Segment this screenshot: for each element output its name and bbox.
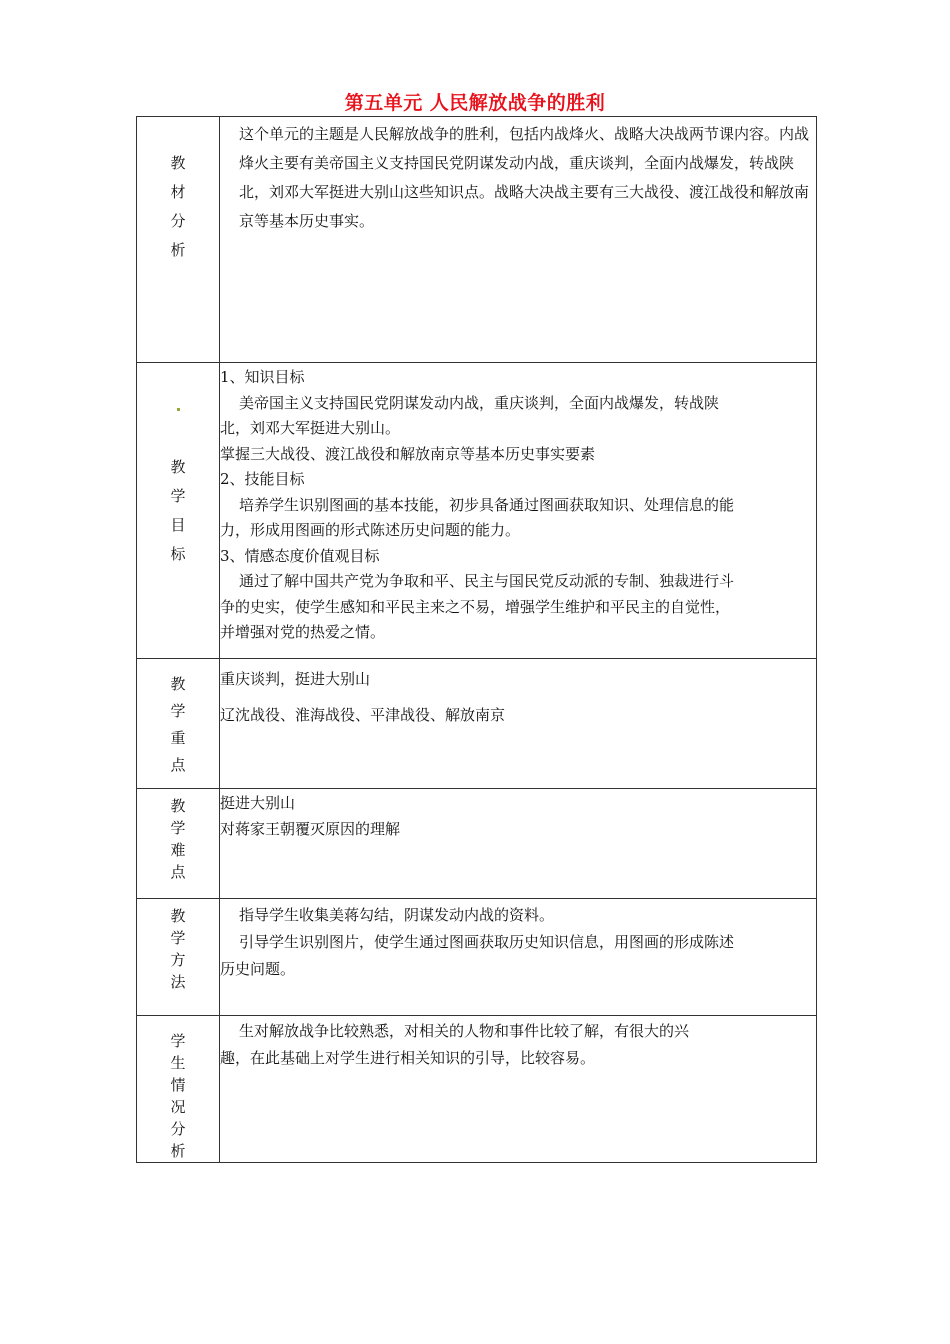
analysis-paragraph: 这个单元的主题是人民解放战争的胜利，包括内战烽火、战略大决战两节课内容。内战烽火主要有美帝国主义支持国民党阴谋发动内战，重庆谈判，全面内战爆发，转战陕北，刘邓大军挺进大别山这些知识点。战略大决战主要有三大战役、渡江战役和解放南京等基本历史事实。 — [239, 125, 810, 230]
knowledge-line: 北，刘邓大军挺进大别山。 — [220, 419, 401, 437]
knowledge-line: 掌握三大战役、渡江战役和解放南京等基本历史事实要素 — [220, 444, 596, 463]
row-student-analysis — [137, 1016, 817, 1163]
emotion-heading: 3、情感态度价值观目标 — [220, 546, 380, 565]
lesson-plan-table — [136, 116, 817, 1163]
mark-dot — [177, 408, 180, 411]
skill-heading: 2、技能目标 — [220, 470, 305, 488]
row-label-cell — [137, 1016, 220, 1163]
row-label-cell — [137, 789, 220, 899]
row-content-cell — [220, 659, 817, 789]
key-point-line: 重庆谈判，挺进大别山 — [220, 670, 371, 688]
row-label: 教学难点 — [170, 797, 186, 881]
emotion-line: 并增强对党的热爱之情。 — [220, 623, 386, 641]
row-material-analysis — [137, 117, 817, 363]
key-point-line: 辽沈战役、淮海战役、平津战役、解放南京 — [220, 706, 506, 724]
row-methods — [137, 899, 817, 1016]
method-line: 指导学生收集美蒋勾结，阴谋发动内战的资料。 — [239, 906, 555, 924]
row-label-cell — [137, 899, 220, 1016]
row-label: 学生情况分析 — [170, 1032, 186, 1160]
row-teaching-goals — [137, 363, 817, 659]
row-label-cell — [137, 363, 220, 659]
row-content-cell — [220, 1016, 817, 1163]
row-content-cell — [220, 899, 817, 1016]
row-label: 教学目标 — [170, 458, 186, 563]
row-difficulties — [137, 789, 817, 899]
emotion-line: 通过了解中国共产党为争取和平、民主与国民党反动派的专制、独裁进行斗 — [239, 572, 735, 590]
row-label: 教材分析 — [170, 154, 186, 259]
skill-line: 培养学生识别图画的基本技能，初步具备通过图画获取知识、处理信息的能 — [239, 495, 735, 514]
row-label-cell — [137, 659, 220, 789]
emotion-line: 争的史实，使学生感知和平民主来之不易，增强学生维护和平民主的自觉性， — [220, 597, 731, 616]
difficulty-line: 对蒋家王朝覆灭原因的理解 — [220, 820, 401, 838]
row-content-cell — [220, 789, 817, 899]
skill-line: 力，形成用图画的形式陈述历史问题的能力。 — [220, 521, 521, 539]
method-line: 引导学生识别图片，使学生通过图画获取历史知识信息，用图画的形成陈述 — [239, 933, 735, 951]
row-label-cell — [137, 117, 220, 363]
knowledge-line: 美帝国主义支持国民党阴谋发动内战，重庆谈判，全面内战爆发，转战陕 — [239, 393, 720, 412]
method-line: 历史问题。 — [220, 960, 296, 978]
row-content-cell — [220, 117, 817, 363]
row-label: 教学重点 — [170, 675, 186, 774]
student-line: 生对解放战争比较熟悉，对相关的人物和事件比较了解，有很大的兴 — [239, 1022, 690, 1040]
difficulty-line: 挺进大别山 — [220, 794, 296, 812]
page-title: 第五单元 人民解放战争的胜利 — [344, 92, 606, 114]
student-line: 趣，在此基础上对学生进行相关知识的引导，比较容易。 — [220, 1049, 596, 1067]
row-key-points — [137, 659, 817, 789]
row-content-cell — [220, 363, 817, 659]
row-label: 教学方法 — [170, 907, 186, 991]
knowledge-heading: 1、知识目标 — [220, 368, 305, 386]
